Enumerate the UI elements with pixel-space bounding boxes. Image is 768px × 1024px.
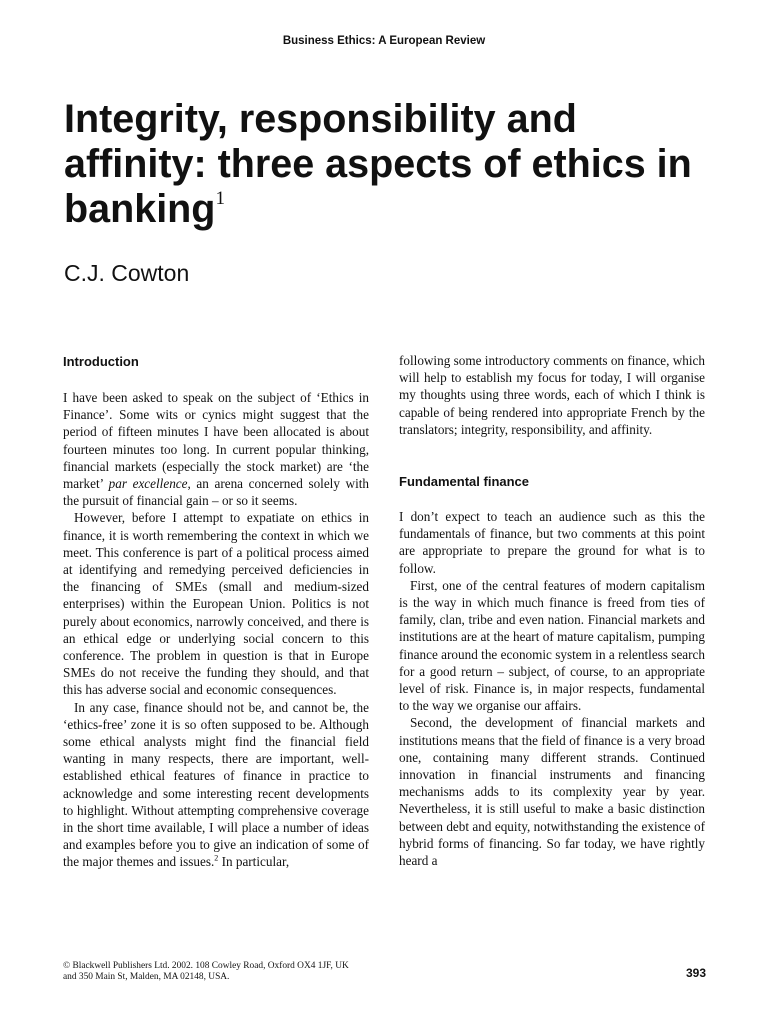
paragraph — [63, 699, 369, 871]
paragraph: However, before I attempt to expatiate on ethics in finance, it is worth remembering the context in which we meet. This conference is part of a political process aimed at identifying and remedying perceived deficiencies in the financing of SMEs (small and medium-sized enterprises) within the European Union. Politics is not purely about economics, narrowly conceived, and there is an ethical edge or underlying social concern to this conference. The problem in question is that in Europe SMEs do not receive the funding they should, and that this has adverse social and economic consequences. — [63, 510, 369, 698]
paragraph-text: , an arena concerned solely with the pursuit of financial gain – or so it seems. — [63, 476, 370, 509]
copyright-line: and 350 Main St, Malden, MA 02148, USA. — [63, 972, 230, 982]
journal-title: Business Ethics: A European Review — [282, 35, 486, 47]
copyright-notice — [63, 961, 383, 983]
footnote-marker[interactable]: 2 — [214, 854, 219, 864]
section-heading-fundamental-finance: Fundamental finance — [399, 474, 530, 490]
right-column — [399, 352, 705, 869]
copyright-line: © Blackwell Publishers Ltd. 2002. 108 Cowley Road, Oxford OX4 1JF, UK — [63, 961, 349, 971]
paragraph-text: In particular, — [218, 854, 290, 870]
author-name: C.J. Cowton — [64, 260, 190, 286]
title-footnote-marker[interactable]: 1 — [215, 187, 225, 209]
paragraph: Second, the development of financial markets and institutions means that the field of finance is a very broad one, containing many different strands. Continued innovation in financial instruments and financing mechanisms adds to its complexity year by year. Nevertheless, it is still useful to make a basic distinction between debt and equity, notwithstanding the existence of hybrid forms of financing. So far today, we have rightly heard a — [399, 715, 705, 869]
paragraph: following some introductory comments on finance, which will help to establish my focus for today, I will organise my thoughts using three words, each of which I think is capable of being rendered into appropriate French by the translators; integrity, responsibility, and affinity. — [399, 353, 705, 437]
paragraph-text: In any case, finance should not be, and cannot be, the ‘ethics-free’ zone it is so often supposed to be. Although some ethical analysts might find the financial field wanting in many respects, there are important, well-established ethical features of finance in practice to acknowledge and some interesting recent developments to highlight. Without attempting comprehensive coverage in the short time available, I will place a number of ideas and examples before you to give an indication of some of the major themes and issues. — [63, 699, 369, 870]
paragraph — [63, 389, 369, 509]
paragraph: First, one of the central features of modern capitalism is the way in which much finance is freed from ties of family, clan, tribe and even nation. Financial markets and institutions are at the heart of mature capitalism, pumping finance around the economic system in a relentless search for a good return – subject, of course, to an appropriate level of risk. Finance is, in major respects, fundamental to the way we organise our affairs. — [399, 577, 705, 714]
page-number: 393 — [685, 966, 706, 980]
article-title — [64, 97, 724, 232]
left-column — [63, 352, 369, 871]
paragraph-text: I have been asked to speak on the subject of ‘Ethics in Finance’. Some wits or cynics might suggest that the period of fifteen minutes I have been allocated is about fourteen minutes too long. In current popular thinking, financial markets (especially the stock market) are ‘the market’ — [63, 390, 369, 492]
paragraph: I don’t expect to teach an audience such as this the fundamentals of finance, but two comments at this point are appropriate to prepare the ground for what is to follow. — [399, 509, 705, 576]
italic-phrase: par excellence — [108, 476, 188, 492]
article-title-text: Integrity, responsibility and affinity: three aspects of ethics in banking — [64, 97, 692, 231]
section-heading-introduction: Introduction — [63, 354, 139, 369]
